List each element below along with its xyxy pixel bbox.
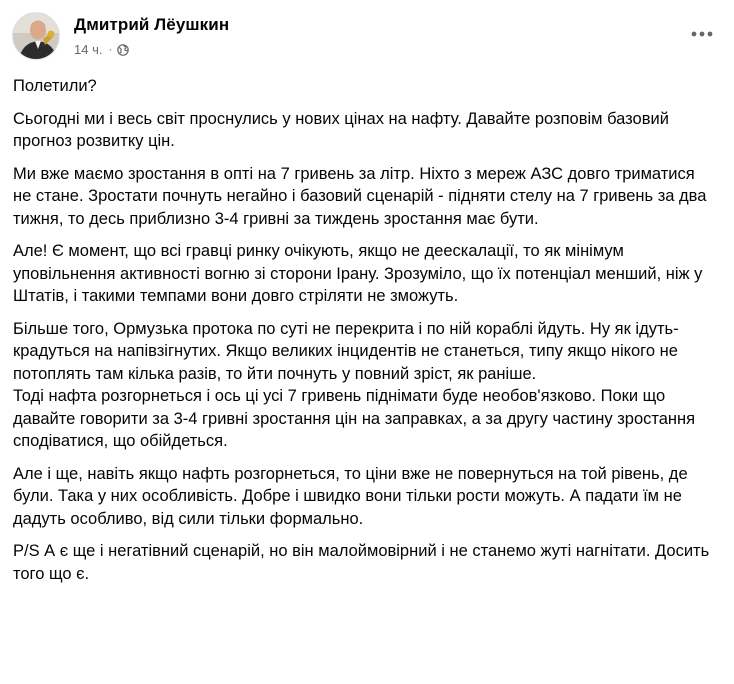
meta-separator: · <box>108 43 113 56</box>
post-paragraph: Але і ще, навіть якщо нафть розгорнеться, то ціни вже не повернуться на той рівень, де були. Така у них особливість. Добре і швидко вони тільки рости можуть. А падати їм не дадуть особливо, від сили тільки формально. <box>13 464 688 528</box>
avatar-image <box>13 13 60 60</box>
post-paragraph: Ми вже маємо зростання в опті на 7 гривень за літр. Ніхто з мереж АЗС довго триматися не стане. Зростати почнуть негайно і базовий сценарій - підняти стелу на 7 гривень за два тижня, то десь приблизно 3-4 гривні за тиждень зростання має бути. <box>13 164 707 228</box>
post-paragraph: Сьогодні ми і весь світ проснулись у нових цінах на нафту. Давайте розповім базовий прогноз розвитку цін. <box>13 109 669 150</box>
post-paragraph: P/S А є ще і негатівний сценарій, но він малоймовірний і не станемо жуті нагнітати. Досить того що є. <box>13 542 710 583</box>
post-header <box>12 8 722 64</box>
globe-icon[interactable] <box>117 44 129 56</box>
more-horizontal-icon <box>691 31 713 37</box>
post-paragraph: Більше того, Ормузька протока по суті не перекрита і по ній кораблі йдуть. Ну як ідуть- крадуться на напівзігнутих. Якщо великих інцидентів не станеться, типу якщо нікого не потоплять там кілька разів, то йти почнуть у повний зріст, як раніше. Тоді нафта розгорнеться і ось ці усі 7 гривень піднімати буде необов'язково. Поки що давайте говорити за 3-4 гривні зростання цін на заправках, а за другу частину зростання сподіватися, що обійдеться. <box>13 319 696 450</box>
post-meta <box>74 42 129 57</box>
more-options-button[interactable] <box>684 16 720 52</box>
post-text <box>13 75 713 595</box>
post-paragraph: Але! Є момент, що всі гравці ринку очікують, якщо не деескалації, то як мінімум уповільнення активності вогню зі сторони Ірану. Зрозуміло, що їх потенціал менший, ніж у Штатів, і такими темпами вони довго стріляти не зможуть. <box>13 242 703 305</box>
author-name[interactable]: Дмитрий Лёушкин <box>74 15 230 34</box>
post-paragraph: Полетили? <box>13 77 97 95</box>
post-timestamp[interactable]: 14 ч. <box>74 42 103 57</box>
author-avatar[interactable] <box>12 12 60 60</box>
